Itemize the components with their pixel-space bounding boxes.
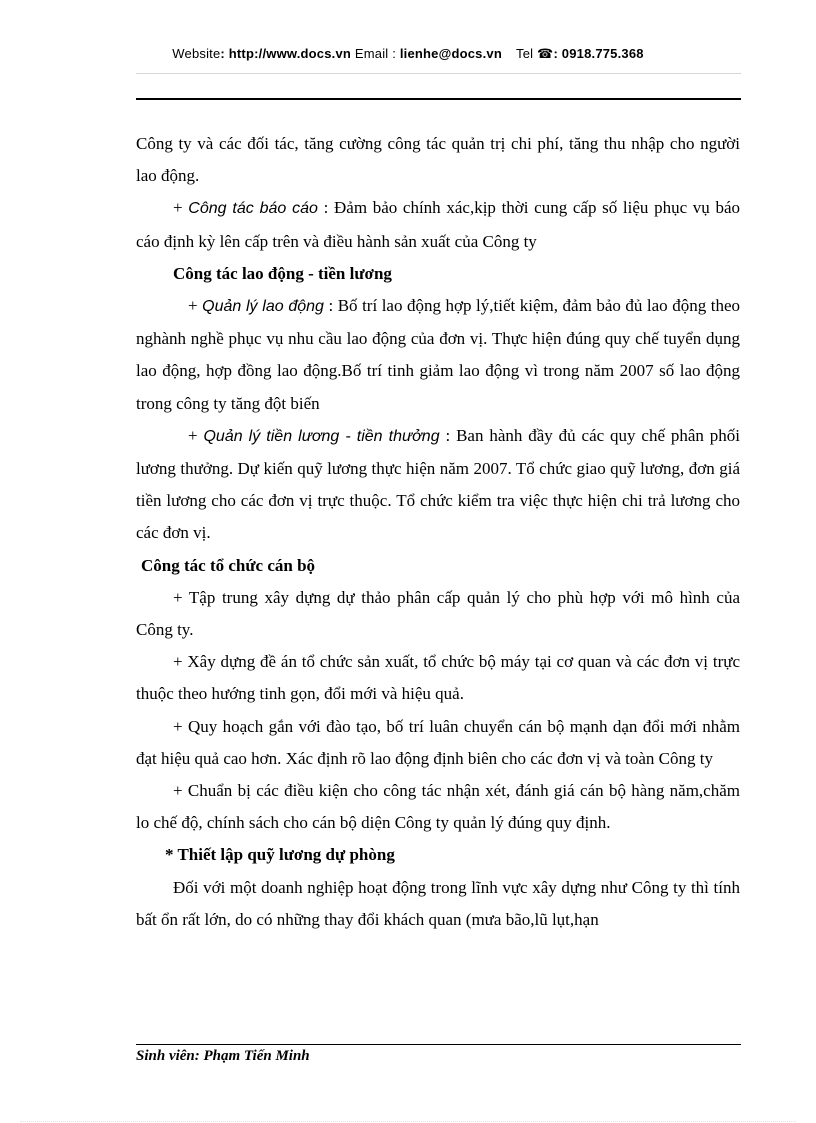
p3-prefix: + [188, 296, 203, 316]
paragraph-4 [136, 420, 740, 550]
paragraph-5: + Tập trung xây dựng dự thảo phân cấp quản lý cho phù hợp với mô hình của Công ty. [136, 587, 740, 640]
paragraph-6: + Xây dựng đề án tổ chức sản xuất, tổ chức bộ máy tại cơ quan và các đơn vị trực thuộc theo hướng tinh gọn, đổi mới và hiệu quả. [136, 652, 740, 704]
heading-labor-salary: Công tác lao động - tiền lương [173, 263, 392, 283]
email-link[interactable]: lienhe@docs.vn [399, 46, 502, 61]
heading-reserve-fund: * Thiết lập quỹ lương dự phòng [165, 845, 395, 865]
paragraph-8: + Chuẩn bị các điều kiện cho công tác nhận xét, đánh giá cán bộ hàng năm,chăm lo chế độ, chính sách cho cán bộ diện Công ty quản lý đúng quy định. [136, 781, 740, 833]
p4-text: : Ban hành đầy đủ các quy chế phân phối lương thưởng. Dự kiến quỹ lương thực hiện năm 2007. Tổ chức giao quỹ lương, đơn giá tiền lương cho các đơn vị trực thuộc. Tổ chức kiểm tra việc thực hiện chi trả lương cho các đơn vị. [136, 425, 741, 543]
website-link[interactable]: http://www.docs.vn [228, 46, 352, 61]
p4-label: Quản lý tiền lương - tiền thưởng [203, 427, 440, 445]
paragraph-1: Công ty và các đối tác, tăng cường công tác quản trị chi phí, tăng thu nhập cho người lao động. [136, 134, 740, 186]
p2-label: Công tác báo cáo [188, 200, 318, 218]
footer-divider [136, 1044, 741, 1045]
p3-text: : Bố trí lao động hợp lý,tiết kiệm, đảm bảo đủ lao động theo nghành nghề phục vụ nhu cầu lao động của đơn vị. Thực hiện đúng quy chế tuyển dụng lao động, hợp đồng lao động.Bố trí tinh giảm lao động vì trong năm 2007 số lao động trong công ty tăng đột biến [136, 296, 740, 413]
header-divider [136, 98, 741, 100]
email-label: Email : [351, 46, 400, 61]
page-header [0, 46, 816, 62]
website-label: Website [172, 46, 221, 61]
p3-label: Quản lý lao động [202, 298, 324, 316]
heading-organization: Công tác tổ chức cán bộ [141, 555, 316, 575]
paragraph-7: + Quy hoạch gắn với đào tạo, bố trí luân chuyển cán bộ mạnh dạn đổi mới nhằm đạt hiệu quả cao hơn. Xác định rõ lao động định biên cho các đơn vị và toàn Công ty [136, 716, 740, 768]
p2-prefix: + [173, 198, 189, 218]
paragraph-9: Đối với một doanh nghiệp hoạt động trong lĩnh vực xây dựng như Công ty thì tính bất ổn rất lớn, do có những thay đổi khách quan (mưa bão,lũ lụt,hạn [136, 877, 740, 929]
website-sep: : [220, 46, 229, 61]
tel-sep: : [553, 46, 562, 61]
document-body [136, 128, 740, 936]
header-divider-thin [136, 73, 741, 74]
page-edge [20, 1121, 796, 1122]
p4-prefix: + [188, 425, 204, 445]
paragraph-3 [136, 290, 740, 420]
tel-value: 0918.775.368 [561, 46, 644, 61]
tel-label: Tel [516, 46, 534, 61]
phone-icon: ☎ [537, 46, 554, 61]
p2-text: : Đảm bảo chính xác,kịp thời cung cấp số liệu phục vụ báo cáo định kỳ lên cấp trên và điều hành sản xuất của Công ty [136, 198, 741, 251]
paragraph-2 [136, 192, 740, 257]
footer-author: Sinh viên: Phạm Tiến Minh [136, 1048, 310, 1064]
